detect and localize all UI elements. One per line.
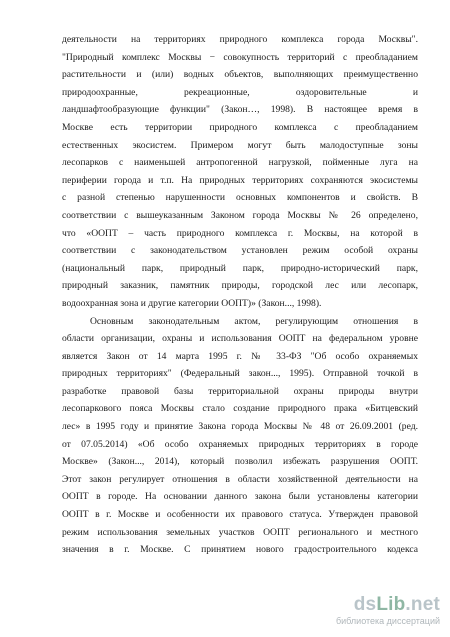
text-line: лесопарков с наименьшей антропогенной нагрузкой, пойменные луга на [62, 157, 418, 169]
text-line: соответствии с законодательством установлен режим особой охраны [62, 245, 418, 257]
text-line: растительности и (или) водных объектов, выполняющих преимущественно [62, 69, 418, 81]
text-line: лесопаркового пояса Москвы стало создание природного прака «Битцевский [62, 403, 418, 415]
text-line: значения в г. Москве. С принятием нового градостроительного кодекса [62, 544, 418, 556]
text-line: деятельности на территориях природного комплекса города Москвы". [62, 34, 418, 45]
text-line: (национальный парк, природный парк, природно-исторический парк, [62, 262, 418, 274]
text-line: Москве есть территории природного комплекса с преобладанием [62, 121, 418, 133]
text-line: от 07.05.2014) «Об особо охраняемых природных территориях в городе [62, 438, 418, 450]
text-line: Основным законодательным актом, регулирующим отношения в [90, 315, 418, 327]
text-line: области организации, охраны и использования ООПТ на федеральном уровне [62, 333, 418, 345]
text-line: с разной степенью нарушенности основных компонентов и свойств. В [62, 192, 418, 204]
text-line: периферии города и т.п. На природных территориях сохраняются экосистемы [62, 174, 418, 186]
text-line: природоохранные, рекреационные, оздоровительные и [62, 86, 418, 98]
text-line: природный заказник, памятник природы, городской лес или лесопарк, [62, 280, 418, 292]
text-line: ландшафтообразующие функции" (Закон…, 1998). В настоящее время в [62, 104, 418, 116]
document-body [62, 31, 418, 559]
text-line: соответствии с вышеуказанным Законом города Москвы № 26 определено, [62, 209, 418, 221]
text-line: Этот закон регулирует отношения в области хозяйственной деятельности на [62, 473, 418, 485]
text-line: природных территориях" (Федеральный закон..., 1995). Отправной точкой в [62, 368, 418, 380]
text-line: ООПТ в городе. На основании данного закона были установлены категории [62, 491, 418, 503]
dslib-subtitle: библиотека диссертаций [335, 616, 440, 626]
text-line: лес» в 1995 году и принятие Закона города Москвы № 48 от 26.09.2001 (ред. [62, 421, 418, 433]
text-line: "Природный комплекс Москвы − совокупность территорий с преобладанием [62, 51, 418, 63]
text-line: ООПТ в г. Москве и особенности их правового статуса. Утвержден правовой [62, 509, 418, 521]
text-line: режим использования земельных участков ООПТ регионального и местного [62, 526, 418, 538]
text-line: является Закон от 14 марта 1995 г. № 33-ФЗ "Об особо охраняемых [62, 350, 418, 362]
text-line: водоохранная зона и другие категории ООПТ)» (Закон..., 1998). [62, 297, 322, 309]
text-line: естественных экосистем. Примером могут быть малодоступные зоны [62, 139, 418, 151]
text-line: разработке правовой базы территориальной охраны природы внутри [62, 385, 418, 397]
text-line: Москве» (Закон..., 2014), который позволил избежать разрушения ООПТ. [62, 456, 418, 468]
dslib-logo: dsLib.net [353, 594, 440, 615]
dslib-watermark [324, 595, 442, 631]
text-line: что «ООПТ – часть природного комплекса г. Москвы, на которой в [62, 227, 418, 239]
